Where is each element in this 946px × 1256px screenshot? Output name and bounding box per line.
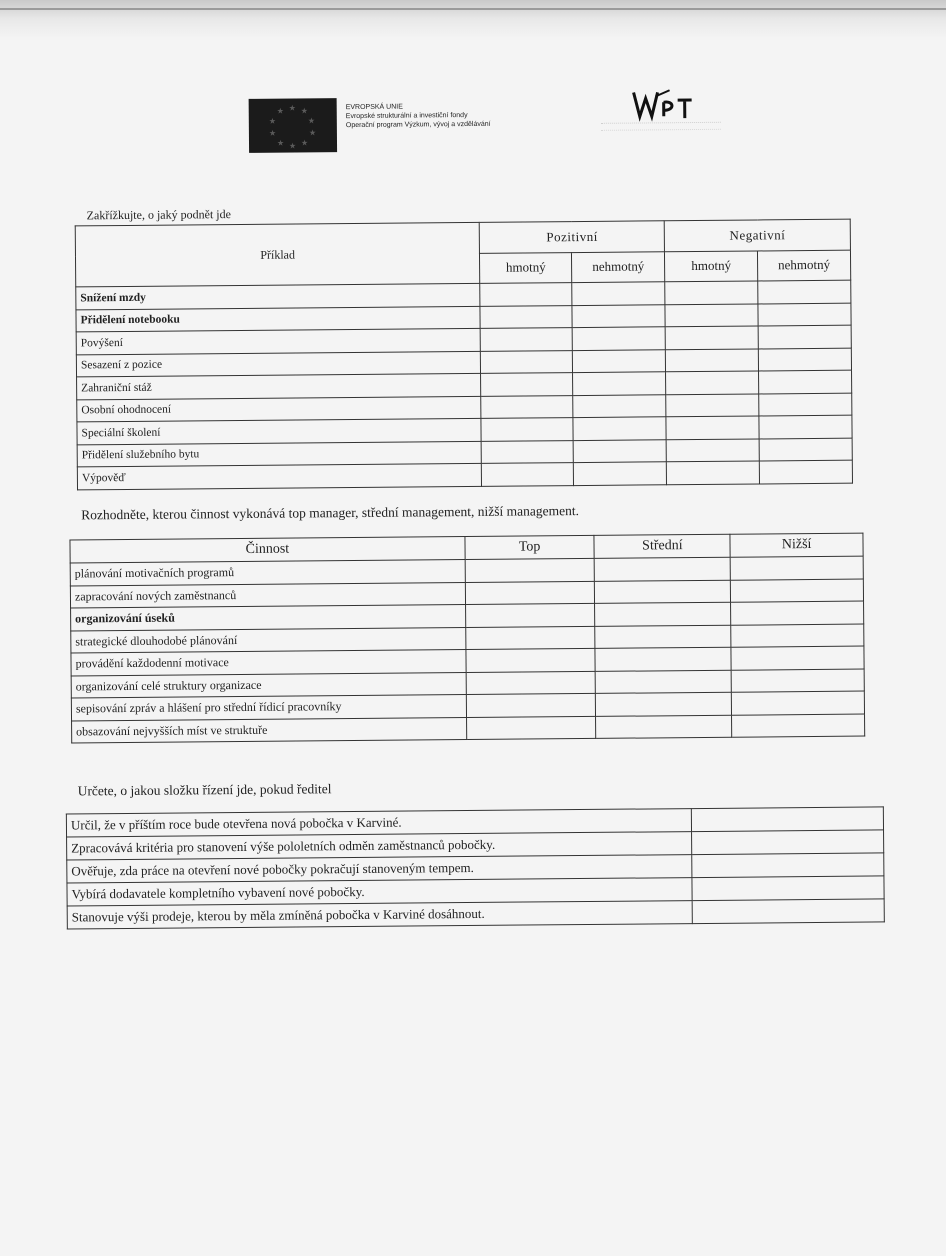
col-header-intangible: nehmotný: [758, 250, 851, 281]
answer-cell[interactable]: [596, 715, 732, 739]
checkbox-cell[interactable]: [665, 303, 758, 326]
row-label: Zahraniční stáž: [77, 373, 482, 399]
answer-cell[interactable]: [731, 669, 864, 693]
answer-cell[interactable]: [466, 671, 596, 695]
checkbox-cell[interactable]: [481, 373, 573, 396]
col-header-example: Příklad: [75, 222, 480, 287]
row-label: Vybírá dodavatele kompletního vybavení nové pobočky.: [67, 878, 693, 906]
answer-cell[interactable]: [595, 580, 731, 604]
row-label: Osobní ohodnocení: [77, 396, 482, 422]
checkbox-cell[interactable]: [758, 325, 851, 348]
row-label: Povýšení: [76, 328, 481, 354]
row-label: Snížení mzdy: [80, 291, 146, 305]
answer-cell[interactable]: [466, 693, 596, 717]
msmt-subtitle-faint: [601, 122, 721, 131]
row-label: zapracování nových zaměstnanců: [70, 582, 465, 608]
checkbox-cell[interactable]: [482, 463, 574, 486]
col-header-intangible: nehmotný: [572, 251, 665, 282]
checkbox-cell[interactable]: [573, 439, 666, 462]
checkbox-cell[interactable]: [759, 460, 852, 483]
answer-cell[interactable]: [730, 556, 863, 580]
checkbox-cell[interactable]: [480, 305, 572, 328]
col-group-positive: Pozitivní: [480, 221, 665, 253]
col-header-tangible: hmotný: [665, 250, 758, 281]
stimulus-table: [75, 219, 853, 490]
row-label: Speciální školení: [77, 418, 482, 444]
answer-cell[interactable]: [466, 648, 596, 672]
answer-cell[interactable]: [596, 670, 732, 694]
row-label: plánování motivačních programů: [70, 560, 465, 586]
checkbox-cell[interactable]: [572, 282, 665, 305]
row-label: organizování celé struktury organizace: [71, 672, 466, 698]
answer-cell[interactable]: [465, 581, 595, 605]
answer-cell[interactable]: [731, 579, 864, 603]
row-label: provádění každodenní motivace: [71, 650, 466, 676]
msmt-logo: [630, 86, 710, 125]
answer-cell[interactable]: [692, 807, 884, 832]
answer-cell[interactable]: [692, 876, 884, 901]
checkbox-cell[interactable]: [572, 304, 665, 327]
answer-cell[interactable]: [732, 691, 865, 715]
checkbox-cell[interactable]: [758, 280, 851, 303]
eu-flag-logo: ★ ★ ★ ★ ★ ★ ★ ★ ★ ★: [249, 98, 337, 153]
row-label: Výpověď: [77, 463, 482, 489]
answer-cell[interactable]: [692, 830, 884, 855]
management-activity-table: [69, 533, 865, 744]
checkbox-cell[interactable]: [480, 328, 572, 351]
eu-line: Operační program Výzkum, vývoj a vzdělávání: [345, 120, 491, 130]
checkbox-cell[interactable]: [481, 350, 573, 373]
checkbox-cell[interactable]: [759, 415, 852, 438]
checkbox-cell[interactable]: [481, 395, 573, 418]
answer-cell[interactable]: [465, 603, 595, 627]
answer-cell[interactable]: [732, 714, 865, 738]
checkbox-cell[interactable]: [666, 371, 759, 394]
checkbox-cell[interactable]: [666, 393, 759, 416]
checkbox-cell[interactable]: [572, 327, 665, 350]
row-label: strategické dlouhodobé plánování: [71, 627, 466, 653]
checkbox-cell[interactable]: [665, 348, 758, 371]
checkbox-cell[interactable]: [481, 440, 573, 463]
checkbox-cell[interactable]: [666, 416, 759, 439]
answer-cell[interactable]: [595, 602, 731, 626]
col-header-middle: Střední: [594, 534, 730, 558]
col-header-lower: Nižší: [730, 533, 863, 557]
checkbox-cell[interactable]: [758, 303, 851, 326]
row-label: Přidělení notebooku: [80, 313, 180, 327]
checkbox-cell[interactable]: [759, 438, 852, 461]
row-label: organizování úseků: [75, 610, 175, 626]
col-header-tangible: hmotný: [480, 252, 572, 283]
answer-cell[interactable]: [731, 646, 864, 670]
checkbox-cell[interactable]: [573, 372, 666, 395]
eu-funding-text: [346, 102, 491, 130]
col-header-activity: Činnost: [70, 537, 465, 563]
answer-cell[interactable]: [595, 625, 731, 649]
answer-cell[interactable]: [595, 647, 731, 671]
answer-cell[interactable]: [731, 601, 864, 625]
row-label: Stanovuje výši prodeje, kterou by měla zmíněná pobočka v Karviné dosáhnout.: [67, 901, 693, 929]
checkbox-cell[interactable]: [573, 349, 666, 372]
section1-instruction: Zakřížkujte, o jaký podnět jde: [86, 207, 231, 223]
row-label: sepisování zpráv a hlášení pro střední řídicí pracovníky: [71, 695, 466, 721]
col-group-negative: Negativní: [664, 219, 850, 251]
answer-cell[interactable]: [693, 899, 885, 924]
answer-cell[interactable]: [692, 853, 884, 878]
row-label: Přidělení služebního bytu: [77, 441, 482, 467]
section3-instruction: Určete, o jakou složku řízení jde, pokud ředitel: [77, 781, 332, 799]
checkbox-cell[interactable]: [665, 326, 758, 349]
row-label: Zpracovává kritéria pro stanovení výše pololetních odměn zaměstnanců pobočky.: [67, 832, 693, 860]
answer-cell[interactable]: [596, 692, 732, 716]
eu-line: EVROPSKÁ UNIE: [345, 103, 403, 112]
answer-cell[interactable]: [465, 626, 595, 650]
checkbox-cell[interactable]: [574, 462, 667, 485]
checkbox-cell[interactable]: [665, 281, 758, 304]
eu-line: Evropské strukturální a investiční fondy: [345, 112, 468, 121]
answer-cell[interactable]: [595, 557, 731, 581]
checkbox-cell[interactable]: [759, 393, 852, 416]
checkbox-cell[interactable]: [573, 394, 666, 417]
row-label: Sesazení z pozice: [76, 351, 481, 377]
checkbox-cell[interactable]: [666, 461, 759, 484]
checkbox-cell[interactable]: [759, 370, 852, 393]
col-header-top: Top: [465, 535, 595, 559]
row-label: obsazování nejvyšších míst ve struktuře: [72, 717, 467, 743]
checkbox-cell[interactable]: [758, 348, 851, 371]
checkbox-cell[interactable]: [666, 438, 759, 461]
row-label: Určil, že v příštím roce bude otevřena nová pobočka v Karviné.: [66, 809, 692, 837]
checkbox-cell[interactable]: [481, 418, 573, 441]
management-function-table: [66, 806, 885, 929]
row-label: Ověřuje, zda práce na otevření nové pobočky pokračují stanoveným tempem.: [67, 855, 693, 883]
answer-cell[interactable]: [731, 624, 864, 648]
answer-cell[interactable]: [466, 716, 596, 740]
answer-cell[interactable]: [465, 558, 595, 582]
checkbox-cell[interactable]: [573, 417, 666, 440]
section2-instruction: Rozhodněte, kterou činnost vykonává top manager, střední management, nižší management.: [81, 503, 579, 523]
checkbox-cell[interactable]: [480, 283, 572, 306]
